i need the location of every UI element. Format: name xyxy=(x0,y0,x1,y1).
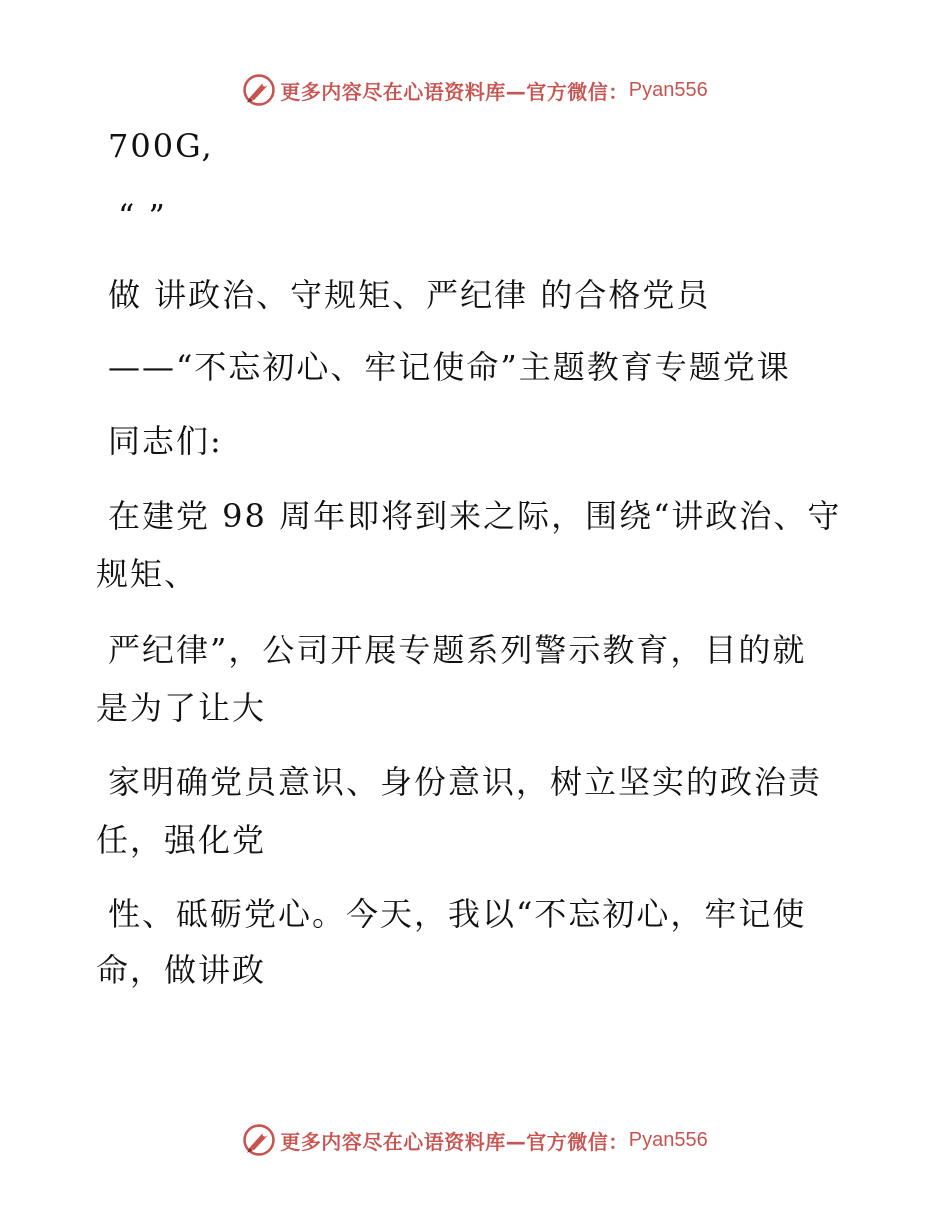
paragraph-3-line-2: 任，强化党 xyxy=(96,821,267,859)
paragraph-1-line-2: 规矩、 xyxy=(96,555,199,593)
paragraph-1-line-1: 在建党 98 周年即将到来之际，围绕“讲政治、守 xyxy=(108,497,842,535)
paragraph-4-line-1: 性、砥砺党心。今天，我以“不忘初心，牢记使 xyxy=(108,895,807,933)
document-subtitle: ——“不忘初心、牢记使命”主题教育专题党课 xyxy=(108,348,791,386)
header-banner xyxy=(0,70,950,110)
pen-logo-icon xyxy=(242,1123,276,1157)
document-title: 做 讲政治、守规矩、严纪律 的合格党员 xyxy=(108,276,711,314)
banner-wechat-id: Pyan556 xyxy=(628,78,708,101)
paragraph-2-line-2: 是为了让大 xyxy=(96,689,267,727)
paragraph-3-line-1: 家明确党员意识、身份意识，树立坚实的政治责 xyxy=(108,763,823,801)
salutation: 同志们: xyxy=(108,422,223,460)
footer-banner xyxy=(0,1120,950,1160)
banner-wechat-id: Pyan556 xyxy=(628,1128,708,1151)
paragraph-4-line-2: 命，做讲政 xyxy=(96,951,267,989)
paragraph-2-line-1: 严纪律”，公司开展专题系列警示教育，目的就 xyxy=(108,631,807,669)
banner-text: 更多内容尽在心语资料库—官方微信： xyxy=(280,1129,629,1154)
pen-logo-icon xyxy=(242,73,276,107)
empty-quote-marks: “ ” xyxy=(118,197,167,235)
line-700g: 700G, xyxy=(108,127,214,165)
banner-text: 更多内容尽在心语资料库—官方微信： xyxy=(280,79,629,104)
